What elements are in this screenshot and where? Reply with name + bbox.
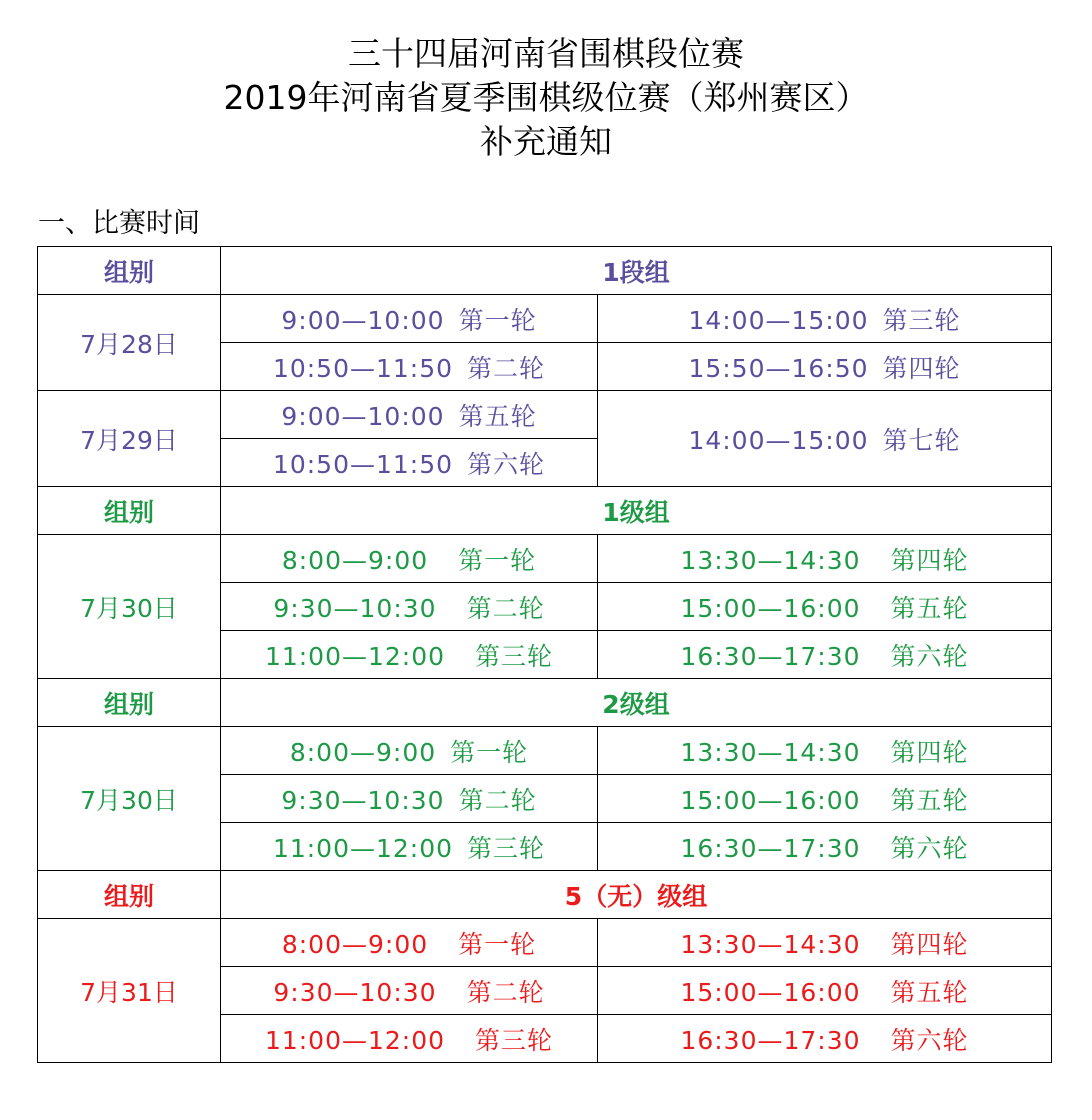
slot-cell bbox=[598, 295, 1052, 343]
slot-round: 第六轮 bbox=[890, 1025, 969, 1055]
slot-cell bbox=[221, 967, 598, 1015]
slot-time: 14:00—15:00 bbox=[688, 305, 869, 335]
slot-time: 9:30—10:30 bbox=[273, 593, 437, 623]
group-name: 5（无）级组 bbox=[221, 871, 1052, 919]
slot-cell bbox=[598, 823, 1052, 871]
slot-cell bbox=[221, 1015, 598, 1063]
slot-time: 16:30—17:30 bbox=[680, 833, 861, 863]
slot-round: 第二轮 bbox=[467, 353, 546, 383]
slot-round: 第五轮 bbox=[890, 977, 969, 1007]
slot-cell bbox=[221, 775, 598, 823]
group-name: 2级组 bbox=[221, 679, 1052, 727]
slot-cell bbox=[221, 823, 598, 871]
title-line-3: 补充通知 bbox=[480, 122, 612, 161]
schedule-table bbox=[37, 246, 1052, 1063]
slot-round: 第七轮 bbox=[882, 425, 961, 455]
slot-round: 第二轮 bbox=[466, 593, 545, 623]
slot-round: 第四轮 bbox=[890, 545, 969, 575]
slot-time: 13:30—14:30 bbox=[680, 929, 861, 959]
section-heading-schedule: 一、比赛时间 bbox=[38, 208, 200, 239]
slot-round: 第三轮 bbox=[467, 833, 546, 863]
table-row bbox=[38, 535, 1052, 583]
slot-round: 第一轮 bbox=[458, 305, 537, 335]
group-name: 1级组 bbox=[221, 487, 1052, 535]
table-row bbox=[38, 391, 1052, 439]
slot-time: 9:30—10:30 bbox=[281, 785, 445, 815]
group-label: 组别 bbox=[38, 247, 221, 295]
date-cell: 7月28日 bbox=[38, 295, 221, 391]
slot-time: 8:00—9:00 bbox=[281, 545, 429, 575]
slot-time: 11:00—12:00 bbox=[272, 833, 454, 863]
date-cell: 7月30日 bbox=[38, 727, 221, 871]
slot-cell bbox=[598, 583, 1052, 631]
slot-time: 16:30—17:30 bbox=[680, 1025, 861, 1055]
slot-cell bbox=[598, 967, 1052, 1015]
slot-time: 14:00—15:00 bbox=[688, 425, 869, 455]
slot-round: 第四轮 bbox=[890, 737, 969, 767]
group-header-row bbox=[38, 247, 1052, 295]
group-label: 组别 bbox=[38, 871, 221, 919]
slot-round: 第六轮 bbox=[467, 449, 546, 479]
slot-round: 第五轮 bbox=[458, 401, 537, 431]
slot-cell bbox=[598, 535, 1052, 583]
table-row bbox=[38, 919, 1052, 967]
slot-cell bbox=[598, 775, 1052, 823]
slot-cell bbox=[598, 391, 1052, 487]
slot-cell bbox=[221, 343, 598, 391]
slot-time: 16:30—17:30 bbox=[680, 641, 861, 671]
slot-cell bbox=[221, 727, 598, 775]
slot-round: 第三轮 bbox=[882, 305, 961, 335]
slot-round: 第二轮 bbox=[458, 785, 537, 815]
slot-cell bbox=[598, 631, 1052, 679]
slot-cell bbox=[221, 919, 598, 967]
slot-round: 第三轮 bbox=[475, 641, 554, 671]
slot-cell bbox=[598, 343, 1052, 391]
slot-time: 15:00—16:00 bbox=[680, 593, 861, 623]
slot-time: 15:00—16:00 bbox=[680, 785, 861, 815]
group-label: 组别 bbox=[38, 487, 221, 535]
date-cell: 7月30日 bbox=[38, 535, 221, 679]
group-label: 组别 bbox=[38, 679, 221, 727]
group-header-row bbox=[38, 487, 1052, 535]
slot-round: 第三轮 bbox=[475, 1025, 554, 1055]
group-header-row bbox=[38, 679, 1052, 727]
slot-round: 第一轮 bbox=[458, 545, 537, 575]
slot-cell bbox=[221, 439, 598, 487]
slot-cell bbox=[221, 295, 598, 343]
slot-time: 9:00—10:00 bbox=[281, 401, 445, 431]
slot-time: 13:30—14:30 bbox=[680, 737, 861, 767]
table-row bbox=[38, 727, 1052, 775]
slot-cell bbox=[221, 391, 598, 439]
slot-time: 11:00—12:00 bbox=[264, 1025, 446, 1055]
slot-time: 10:50—11:50 bbox=[272, 449, 454, 479]
slot-round: 第五轮 bbox=[890, 785, 969, 815]
slot-round: 第六轮 bbox=[890, 641, 969, 671]
slot-time: 9:30—10:30 bbox=[273, 977, 437, 1007]
slot-time: 15:00—16:00 bbox=[680, 977, 861, 1007]
title-line-2: 2019年河南省夏季围棋级位赛（郑州赛区） bbox=[223, 78, 869, 117]
slot-cell bbox=[598, 1015, 1052, 1063]
slot-time: 8:00—9:00 bbox=[289, 737, 437, 767]
slot-round: 第四轮 bbox=[890, 929, 969, 959]
slot-cell bbox=[221, 535, 598, 583]
slot-round: 第六轮 bbox=[890, 833, 969, 863]
slot-time: 15:50—16:50 bbox=[688, 353, 869, 383]
slot-cell bbox=[221, 583, 598, 631]
slot-round: 第四轮 bbox=[882, 353, 961, 383]
title-line-1: 三十四届河南省围棋段位赛 bbox=[348, 34, 744, 73]
slot-time: 11:00—12:00 bbox=[264, 641, 446, 671]
slot-cell bbox=[598, 919, 1052, 967]
date-cell: 7月29日 bbox=[38, 391, 221, 487]
slot-cell bbox=[221, 631, 598, 679]
table-row bbox=[38, 295, 1052, 343]
group-name: 1段组 bbox=[221, 247, 1052, 295]
slot-time: 10:50—11:50 bbox=[272, 353, 454, 383]
slot-round: 第五轮 bbox=[890, 593, 969, 623]
slot-time: 9:00—10:00 bbox=[281, 305, 445, 335]
slot-time: 13:30—14:30 bbox=[680, 545, 861, 575]
slot-cell bbox=[598, 727, 1052, 775]
slot-round: 第一轮 bbox=[458, 929, 537, 959]
slot-time: 8:00—9:00 bbox=[281, 929, 429, 959]
slot-round: 第二轮 bbox=[466, 977, 545, 1007]
date-cell: 7月31日 bbox=[38, 919, 221, 1063]
group-header-row bbox=[38, 871, 1052, 919]
slot-round: 第一轮 bbox=[450, 737, 529, 767]
notice-title bbox=[0, 32, 1092, 164]
